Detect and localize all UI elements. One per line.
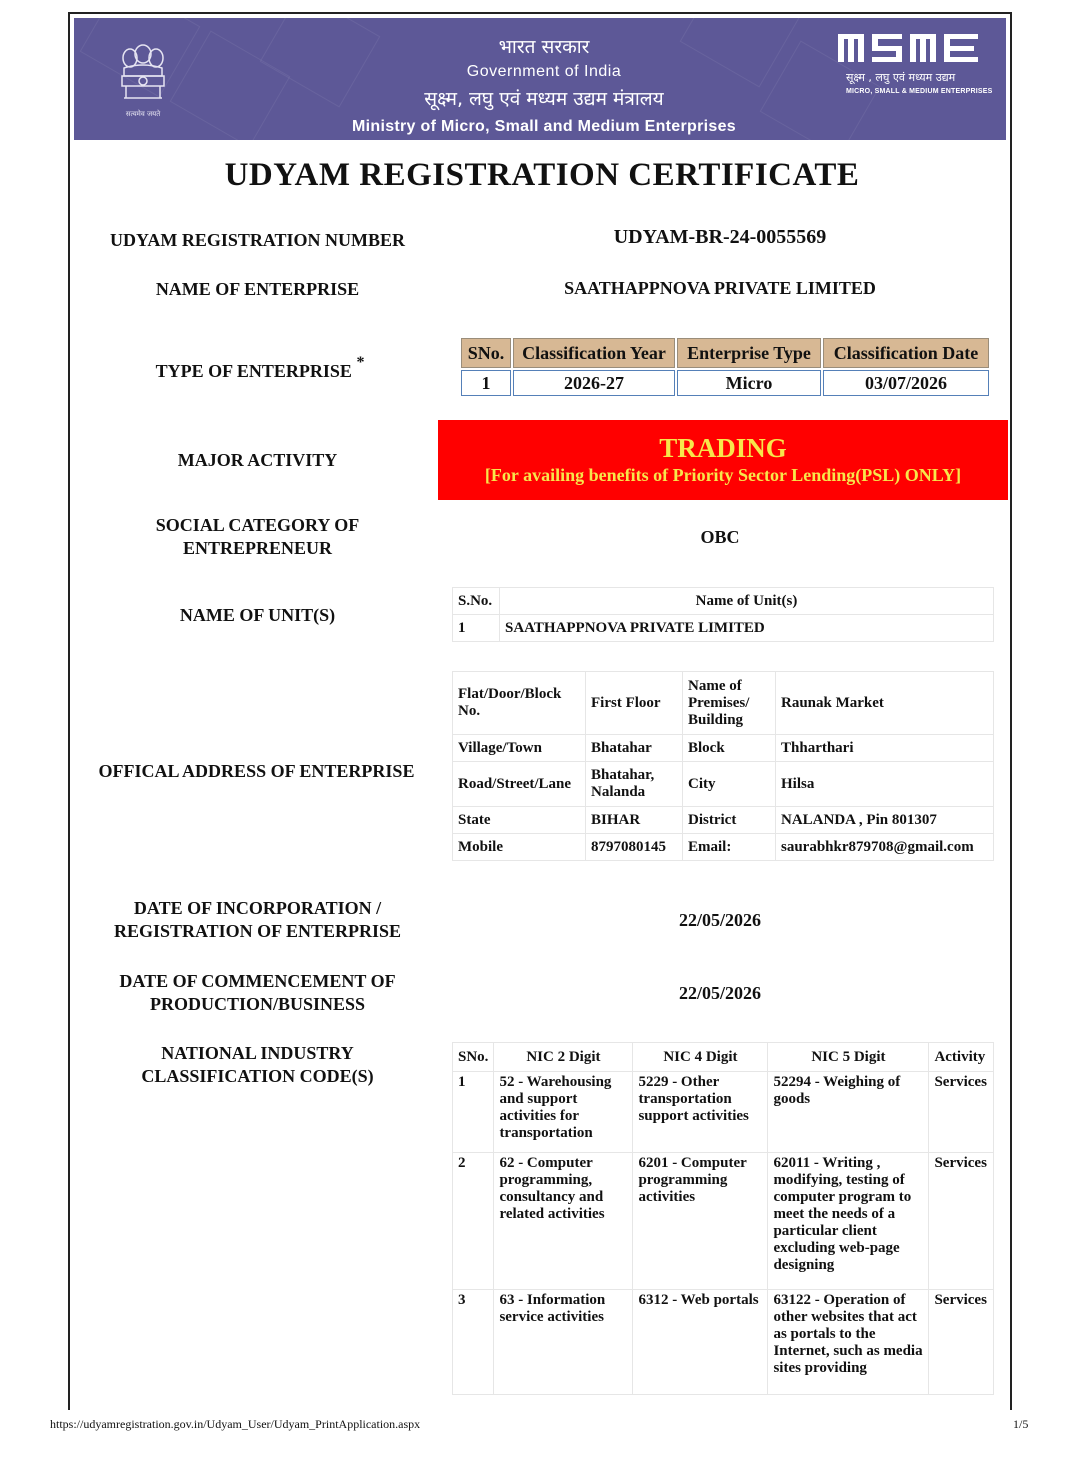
units-td-name: SAATHAPPNOVA PRIVATE LIMITED bbox=[500, 615, 994, 642]
activity-label: MAJOR ACTIVITY bbox=[177, 450, 338, 470]
msme-english-tagline: MICRO, SMALL & MEDIUM ENTERPRISES bbox=[846, 88, 993, 95]
addr-mobile-label: Mobile bbox=[453, 834, 586, 861]
enterprise-name-label: NAME OF ENTERPRISE bbox=[155, 279, 360, 299]
incorp-label-line2: REGISTRATION OF ENTERPRISE bbox=[113, 921, 402, 941]
type-th-type: Enterprise Type bbox=[677, 338, 821, 368]
addr-state-label: State bbox=[453, 807, 586, 834]
commence-label-line1: DATE OF COMMENCEMENT OF bbox=[119, 971, 396, 991]
units-row bbox=[453, 615, 994, 642]
units-th-sno: S.No. bbox=[453, 588, 500, 615]
nic-r2-sno: 2 bbox=[453, 1153, 494, 1290]
commence-date: 22/05/2026 bbox=[678, 983, 761, 1003]
social-value: OBC bbox=[700, 527, 740, 547]
header-banner bbox=[74, 18, 1006, 140]
nic-label-line2: CLASSIFICATION CODE(S) bbox=[141, 1066, 374, 1086]
addr-road-label: Road/Street/Lane bbox=[453, 762, 586, 807]
nic-r2-activity: Services bbox=[929, 1153, 994, 1290]
type-td-year: 2026-27 bbox=[513, 370, 675, 396]
address-row-4 bbox=[453, 807, 994, 834]
msme-logo-icon bbox=[838, 32, 984, 66]
certificate-title: UDYAM REGISTRATION CERTIFICATE bbox=[224, 157, 860, 193]
type-td-date: 03/07/2026 bbox=[823, 370, 989, 396]
type-label bbox=[110, 354, 410, 384]
nic-r2-4digit: 6201 - Computer programming activities bbox=[633, 1153, 768, 1290]
nic-r3-sno: 3 bbox=[453, 1290, 494, 1395]
addr-village-label: Village/Town bbox=[453, 735, 586, 762]
nic-r2-5digit: 62011 - Writing , modifying, testing of computer program to meet the needs of a particular client excluding web-page designing bbox=[768, 1153, 929, 1290]
units-label: NAME OF UNIT(S) bbox=[179, 605, 336, 625]
nic-label bbox=[90, 1042, 425, 1088]
addr-block: Thharthari bbox=[776, 735, 994, 762]
banner-text bbox=[314, 34, 774, 140]
reg-no-label: UDYAM REGISTRATION NUMBER bbox=[109, 230, 406, 250]
address-table bbox=[452, 671, 994, 861]
activity-note: [For availing benefits of Priority Sector Lending(PSL) ONLY] bbox=[484, 465, 962, 485]
address-row-2 bbox=[453, 735, 994, 762]
type-td-sno: 1 bbox=[461, 370, 511, 396]
nic-th-2digit: NIC 2 Digit bbox=[494, 1043, 633, 1072]
nic-label-line1: NATIONAL INDUSTRY bbox=[161, 1043, 354, 1063]
type-table bbox=[459, 336, 991, 398]
nic-row-1 bbox=[453, 1072, 994, 1153]
nic-r3-4digit: 6312 - Web portals bbox=[633, 1290, 768, 1395]
social-label-line1: SOCIAL CATEGORY OF bbox=[155, 515, 360, 535]
nic-th-4digit: NIC 4 Digit bbox=[633, 1043, 768, 1072]
addr-email: saurabhkr879708@gmail.com bbox=[776, 834, 994, 861]
address-row-3 bbox=[453, 762, 994, 807]
nic-table bbox=[452, 1042, 994, 1395]
units-th-name: Name of Unit(s) bbox=[500, 588, 994, 615]
address-label: OFFICAL ADDRESS OF ENTERPRISE bbox=[98, 761, 415, 781]
commence-label bbox=[90, 970, 425, 1016]
nic-r3-2digit: 63 - Information service activities bbox=[494, 1290, 633, 1395]
footer-url: https://udyamregistration.gov.in/Udyam_User/Udyam_PrintApplication.aspx bbox=[50, 1417, 421, 1431]
nic-header-row bbox=[453, 1043, 994, 1072]
units-header-row bbox=[453, 588, 994, 615]
type-table-row bbox=[461, 370, 989, 396]
footer-page-number: 1/5 bbox=[1013, 1417, 1029, 1431]
addr-premises-label: Name of Premises/ Building bbox=[683, 672, 776, 735]
addr-mobile: 8797080145 bbox=[586, 834, 683, 861]
addr-district-label: District bbox=[683, 807, 776, 834]
incorp-label-line1: DATE OF INCORPORATION / bbox=[133, 898, 382, 918]
nic-th-activity: Activity bbox=[929, 1043, 994, 1072]
addr-state: BIHAR bbox=[586, 807, 683, 834]
activity-main: TRADING bbox=[659, 433, 787, 463]
nic-r1-activity: Services bbox=[929, 1072, 994, 1153]
nic-r1-2digit: 52 - Warehousing and support activities for transportation bbox=[494, 1072, 633, 1153]
emblem-caption: सत्यमेव जयते bbox=[125, 110, 161, 118]
type-table-header bbox=[461, 338, 989, 368]
address-row-5 bbox=[453, 834, 994, 861]
addr-block-label: Block bbox=[683, 735, 776, 762]
nic-r1-5digit: 52294 - Weighing of goods bbox=[768, 1072, 929, 1153]
units-table bbox=[452, 587, 994, 642]
govt-english: Government of India bbox=[466, 63, 622, 80]
type-th-year: Classification Year bbox=[513, 338, 675, 368]
addr-city-label: City bbox=[683, 762, 776, 807]
nic-row-3 bbox=[453, 1290, 994, 1395]
enterprise-name-value: SAATHAPPNOVA PRIVATE LIMITED bbox=[564, 278, 876, 298]
nic-row-2 bbox=[453, 1153, 994, 1290]
certificate-page bbox=[68, 12, 1012, 1410]
nic-th-5digit: NIC 5 Digit bbox=[768, 1043, 929, 1072]
addr-flat: First Floor bbox=[586, 672, 683, 735]
addr-city: Hilsa bbox=[776, 762, 994, 807]
nic-r2-2digit: 62 - Computer programming, consultancy and related activities bbox=[494, 1153, 633, 1290]
social-label bbox=[90, 514, 425, 560]
msme-hindi-tagline: सूक्ष्म , लघु एवं मध्यम उद्यम bbox=[846, 71, 956, 84]
addr-email-label: Email: bbox=[683, 834, 776, 861]
nic-r3-activity: Services bbox=[929, 1290, 994, 1395]
addr-road: Bhatahar, Nalanda bbox=[586, 762, 683, 807]
type-th-sno: SNo. bbox=[461, 338, 511, 368]
addr-flat-label: Flat/Door/Block No. bbox=[453, 672, 586, 735]
incorp-date: 22/05/2026 bbox=[678, 910, 761, 930]
incorp-label bbox=[90, 897, 425, 943]
type-th-date: Classification Date bbox=[823, 338, 989, 368]
type-label-text: TYPE OF ENTERPRISE bbox=[155, 361, 352, 381]
ministry-hindi: सूक्ष्म, लघु एवं मध्यम उद्यम मंत्रालय bbox=[424, 88, 664, 110]
nic-th-sno: SNo. bbox=[453, 1043, 494, 1072]
addr-premises: Raunak Market bbox=[776, 672, 994, 735]
nic-r1-4digit: 5229 - Other transportation support activities bbox=[633, 1072, 768, 1153]
ashoka-emblem-icon bbox=[112, 32, 174, 122]
ministry-english: Ministry of Micro, Small and Medium Enterprises bbox=[352, 118, 736, 135]
activity-box bbox=[438, 420, 1008, 500]
govt-hindi: भारत सरकार bbox=[498, 36, 590, 58]
commence-label-line2: PRODUCTION/BUSINESS bbox=[149, 994, 366, 1014]
nic-r1-sno: 1 bbox=[453, 1072, 494, 1153]
addr-district: NALANDA , Pin 801307 bbox=[776, 807, 994, 834]
type-asterisk: * bbox=[356, 354, 365, 371]
reg-no-value: UDYAM-BR-24-0055569 bbox=[613, 226, 827, 248]
address-row-1 bbox=[453, 672, 994, 735]
type-td-type: Micro bbox=[677, 370, 821, 396]
addr-village: Bhatahar bbox=[586, 735, 683, 762]
units-td-sno: 1 bbox=[453, 615, 500, 642]
nic-r3-5digit: 63122 - Operation of other websites that act as portals to the Internet, such as media sites providing bbox=[768, 1290, 929, 1395]
social-label-line2: ENTREPRENEUR bbox=[182, 538, 333, 558]
